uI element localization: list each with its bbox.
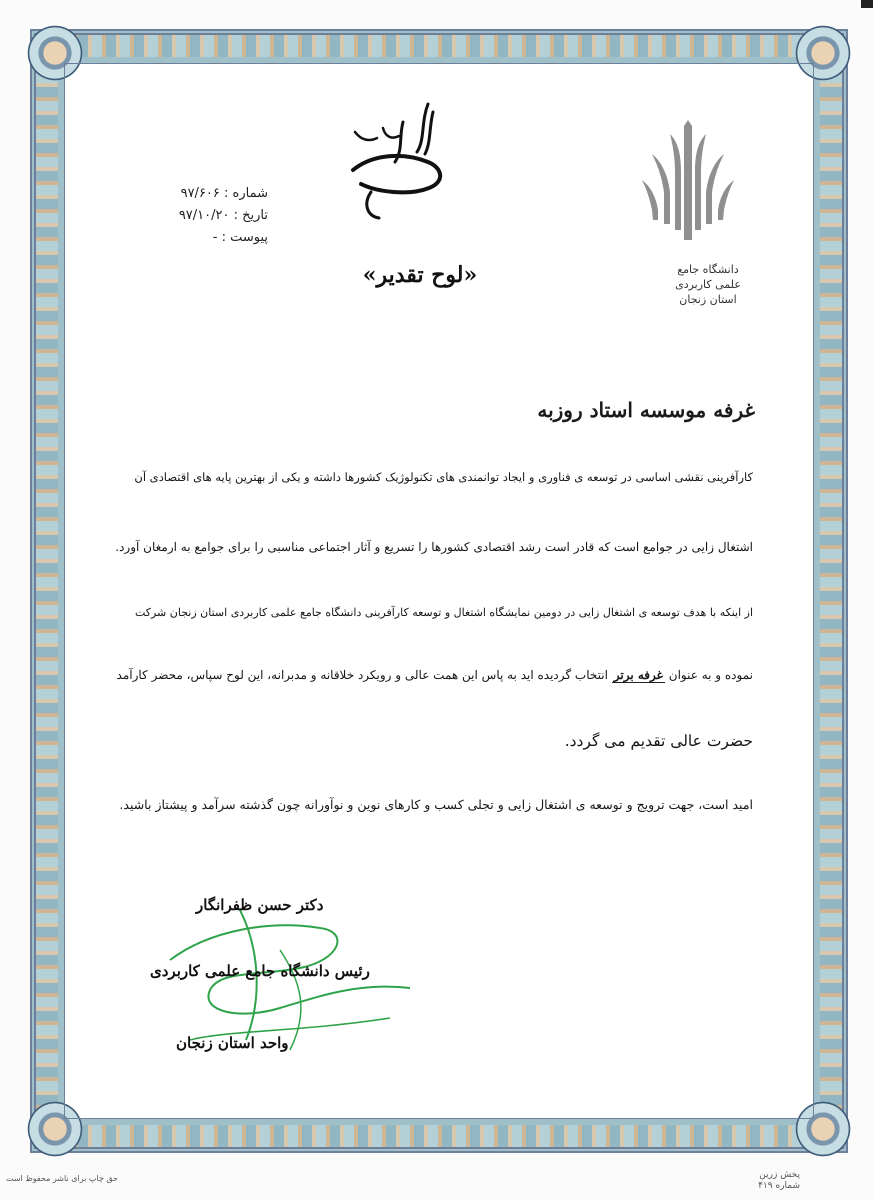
- publisher-name: پخش زرین: [759, 1170, 800, 1180]
- signatory-position: رئیس دانشگاه جامع علمی کاربردی: [150, 962, 370, 980]
- border-pattern-right: [820, 35, 842, 1147]
- certificate-title: «لوح تقدیر»: [362, 262, 478, 288]
- signatory-name: دکتر حسن ظفرانگار: [196, 896, 324, 914]
- document-meta: [118, 183, 268, 249]
- body-line-1: کارآفرینی نقشی اساسی در توسعه ی فناوری و ایجاد توانمندی های تکنولوژیک کشورها داشته و یکی از بهترین پایه های اقتصادی آن: [134, 470, 753, 484]
- document-date: تاریخ : ۹۷/۱۰/۲۰: [178, 208, 268, 223]
- publisher-number: شماره ۴۱۹: [758, 1181, 800, 1191]
- document-number: شماره : ۹۷/۶۰۶: [180, 186, 268, 201]
- award-title-highlight: غرفه برتر: [613, 668, 663, 682]
- body-line-4-end: انتخاب گردیده اید به پاس این همت عالی و رویکرد خلاقانه و مدبرانه، این لوح سپاس، محضر کارآمد: [116, 668, 608, 682]
- body-line-2: اشتغال زایی در جوامع است که قادر است رشد اقتصادی کشورها را تسریع و آثار اجتماعی مناسبی را برای جوامع به ارمغان آورد.: [115, 540, 753, 554]
- body-line-5: حضرت عالی تقدیم می گردد.: [564, 732, 753, 750]
- institution-line-3: استان زنجان: [679, 293, 737, 306]
- copyright-note: حق چاپ برای ناشر محفوظ است: [6, 1174, 118, 1183]
- border-pattern-left: [36, 35, 58, 1147]
- body-line-4-start: نموده و به عنوان: [668, 668, 753, 682]
- border-pattern-bottom: [36, 1125, 842, 1147]
- university-logo-icon: [640, 120, 736, 252]
- scan-mark: [861, 0, 873, 8]
- body-line-6: امید است، جهت ترویج و توسعه ی اشتغال زایی و تجلی کسب و کارهای نوین و نوآورانه چون گذشته سرآمد و پیشتاز باشید.: [119, 797, 753, 812]
- bismillah-calligraphy: [333, 92, 463, 222]
- recipient-name: غرفه موسسه استاد روزبه: [537, 398, 755, 422]
- border-pattern-top: [36, 35, 842, 57]
- publisher-note: [700, 1170, 800, 1192]
- institution-line-2: علمی کاربردی: [675, 278, 741, 291]
- body-line-3: از اینکه با هدف توسعه ی اشتغال زایی در دومین نمایشگاه اشتغال و توسعه کارآفرینی دانشگاه جامع علمی کاربردی استان زنجان شرکت: [134, 606, 753, 619]
- signatory-unit: واحد استان زنجان: [176, 1034, 289, 1052]
- body-line-4: [117, 668, 753, 682]
- document-attachment: پیوست : -: [212, 230, 268, 245]
- institution-line-1: دانشگاه جامع: [677, 263, 739, 276]
- institution-name: [663, 262, 753, 307]
